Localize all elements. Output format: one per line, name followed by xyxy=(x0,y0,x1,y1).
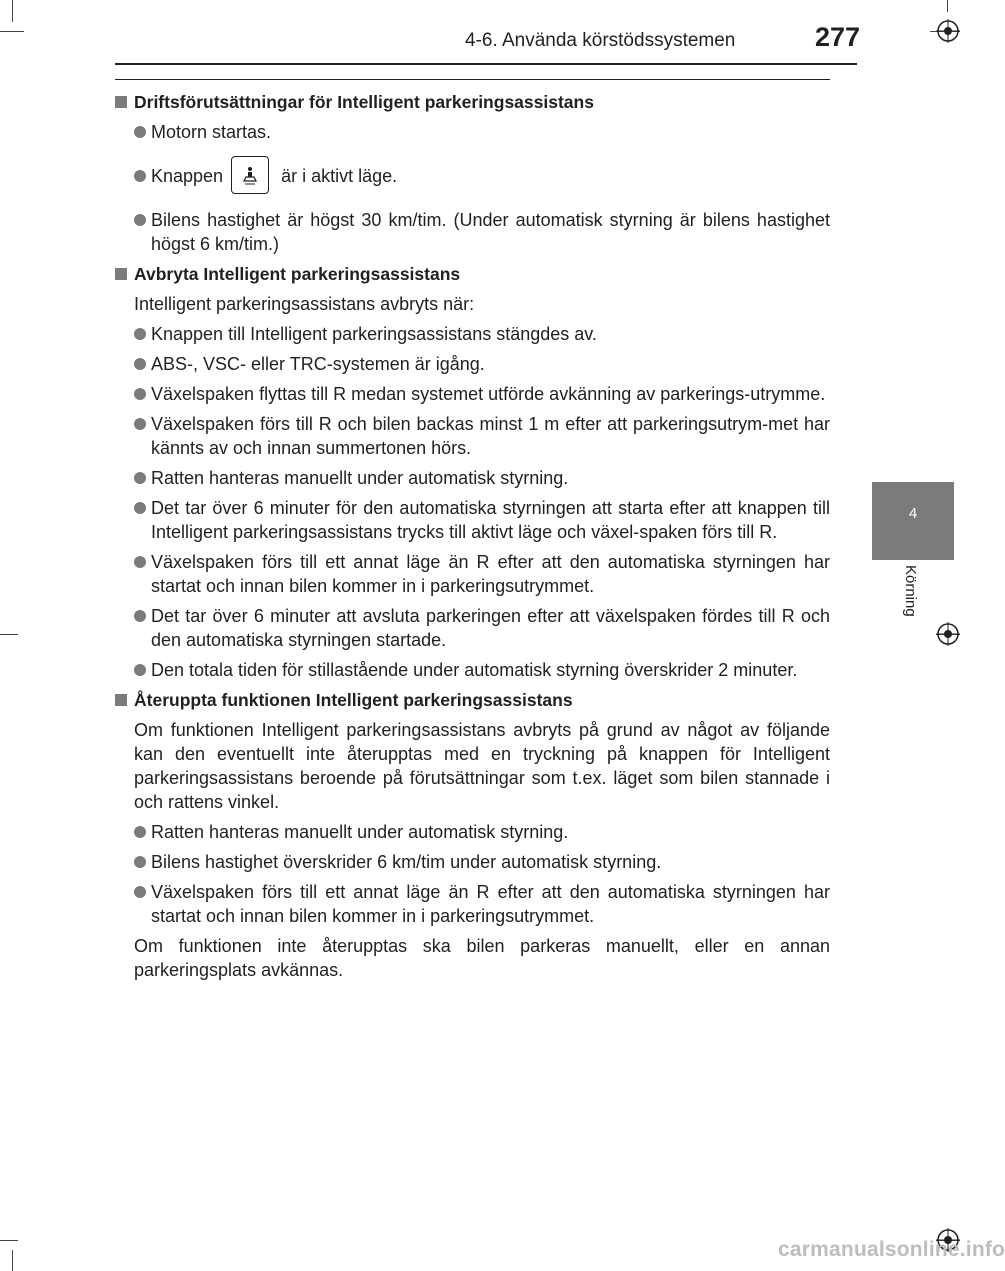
section-heading-text: Driftsförutsättningar för Intelligent parkeringsassistans xyxy=(134,92,594,112)
header-section-title: 4-6. Använda körstödssystemen xyxy=(465,30,736,51)
list-item xyxy=(115,120,830,144)
list-item xyxy=(115,880,830,928)
list-item-with-button xyxy=(115,158,830,196)
circle-bullet-icon xyxy=(134,502,146,514)
circle-bullet-icon xyxy=(134,556,146,568)
crop-mark-bottom-left-h xyxy=(0,1240,18,1241)
section-outro: Om funktionen inte återupptas ska bilen parkeras manuellt, eller en annan parkeringsplats avkännas. xyxy=(134,936,830,981)
list-item-text: Bilens hastighet är högst 30 km/tim. (Under automatisk styrning är bilens hastighet högst 6 km/tim.) xyxy=(151,210,830,255)
section-heading xyxy=(115,262,830,286)
header-divider xyxy=(115,63,857,65)
chapter-tab-label-text: Körning xyxy=(902,565,919,617)
list-item xyxy=(115,208,830,256)
circle-bullet-icon xyxy=(134,328,146,340)
section-heading-text: Avbryta Intelligent parkeringsassistans xyxy=(134,264,461,285)
section-intro: Om funktionen Intelligent parkeringsassistans avbryts på grund av något av följande kan den eventuellt inte återupptas med en tryckning på knappen för Intelligent parkeringsassistans beroende på förutsättningar som t.ex. läget som bilen stannade i och rattens vinkel. xyxy=(134,720,830,813)
circle-bullet-icon xyxy=(134,610,146,622)
list-item-text: Växelspaken förs till R och bilen backas minst 1 m efter att parkeringsutrym-met har kännts av och innan summertonen hörs. xyxy=(151,414,830,459)
list-item-text-after: är i aktivt läge. xyxy=(281,166,398,186)
list-item xyxy=(115,820,830,844)
list-item-text: Ratten hanteras manuellt under automatisk styrning. xyxy=(151,822,569,843)
list-item xyxy=(115,412,830,460)
circle-bullet-icon xyxy=(134,418,146,430)
content-divider xyxy=(115,79,830,80)
section-intro: Intelligent parkeringsassistans avbryts när: xyxy=(134,294,475,315)
crop-mark-top-left-h xyxy=(0,31,24,32)
list-item-text: Växelspaken flyttas till R medan systemet utförde avkänning av parkerings-utrymme. xyxy=(151,384,826,405)
square-bullet-icon xyxy=(115,268,127,280)
list-item-text: Det tar över 6 minuter för den automatiska styrningen att starta efter att knappen till Intelligent parkeringsassistans trycks till aktivt läge och växel-spaken förs till R. xyxy=(151,498,830,543)
list-item xyxy=(115,550,830,598)
list-item-text: Knappen till Intelligent parkeringsassistans stängdes av. xyxy=(151,324,597,345)
square-bullet-icon xyxy=(115,694,127,706)
list-item xyxy=(115,850,830,874)
crop-mark-top-right-v xyxy=(947,0,948,12)
circle-bullet-icon xyxy=(134,170,146,182)
chapter-tab-label xyxy=(872,565,954,655)
crop-mark-bottom-left-v xyxy=(12,1250,13,1271)
circle-bullet-icon xyxy=(134,358,146,370)
chapter-tab-number: 4 xyxy=(908,505,918,522)
section-heading xyxy=(115,90,830,114)
list-item-text-before: Knappen xyxy=(151,166,224,186)
square-bullet-icon xyxy=(115,96,127,108)
list-item-text: ABS-, VSC- eller TRC-systemen är igång. xyxy=(151,354,485,375)
list-item-text: Bilens hastighet överskrider 6 km/tim under automatisk styrning. xyxy=(151,852,662,873)
list-item-text: Det tar över 6 minuter att avsluta parkeringen efter att växelspaken fördes till R och den automatiska styrningen startade. xyxy=(151,606,830,651)
section-heading xyxy=(115,688,830,712)
circle-bullet-icon xyxy=(134,472,146,484)
parking-assist-button-icon xyxy=(231,156,269,194)
list-item xyxy=(115,496,830,544)
list-item-text: Växelspaken förs till ett annat läge än R efter att den automatiska styrningen har startat och innan bilen kommer in i parkeringsutrymmet. xyxy=(151,882,830,927)
section-heading-text: Återuppta funktionen Intelligent parkeringsassistans xyxy=(134,690,573,711)
page-number: 277 xyxy=(815,22,861,52)
registration-mark-top-icon xyxy=(936,19,960,43)
circle-bullet-icon xyxy=(134,826,146,838)
circle-bullet-icon xyxy=(134,664,146,676)
circle-bullet-icon xyxy=(134,856,146,868)
circle-bullet-icon xyxy=(134,126,146,138)
list-item-text: Motorn startas. xyxy=(151,122,272,142)
list-item xyxy=(115,658,830,682)
list-item xyxy=(115,382,830,406)
crop-mark-top-left-v xyxy=(12,0,13,22)
circle-bullet-icon xyxy=(134,214,146,226)
list-item-text: Ratten hanteras manuellt under automatisk styrning. xyxy=(151,468,569,489)
list-item xyxy=(115,604,830,652)
list-item-text: Växelspaken förs till ett annat läge än R efter att den automatiska styrningen har startat och innan bilen kommer in i parkeringsutrymmet. xyxy=(151,552,830,597)
crop-mark-mid-left-h xyxy=(0,634,18,635)
list-item-text: Den totala tiden för stillastående under automatisk styrning överskrider 2 minuter. xyxy=(151,660,798,681)
main-content xyxy=(115,90,830,988)
list-item xyxy=(115,466,830,490)
watermark: carmanualsonline.info xyxy=(778,1238,1005,1261)
list-item xyxy=(115,352,830,376)
list-item xyxy=(115,322,830,346)
circle-bullet-icon xyxy=(134,886,146,898)
circle-bullet-icon xyxy=(134,388,146,400)
